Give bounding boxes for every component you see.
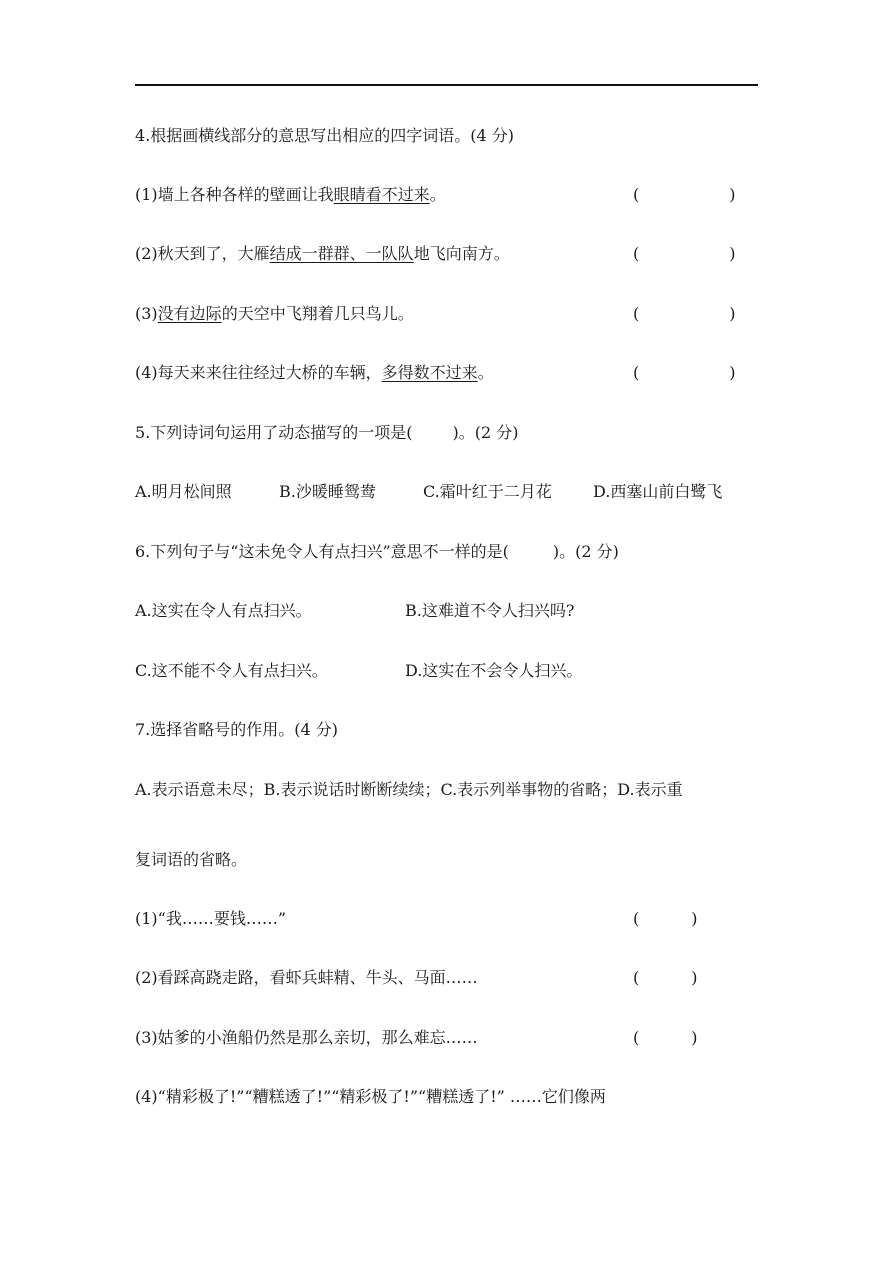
q7-desc-line2: 复词语的省略。 — [135, 850, 248, 869]
q6-title: 6.下列句子与“这未免令人有点扫兴”意思不一样的是( )。(2 分) — [135, 542, 619, 561]
q4-item-4: (4)每天来来往往经过大桥的车辆，多得数不过来。 — [135, 363, 494, 382]
q6-option-d: D.这实在不会令人扫兴。 — [405, 661, 583, 680]
underlined-phrase: 没有边际 — [157, 304, 222, 323]
q4-item-2: (2)秋天到了，大雁结成一群群、一队队地飞向南方。 — [135, 244, 510, 263]
answer-blank[interactable]: ( ) — [633, 304, 736, 323]
q5-option-b: B.沙暖睡鸳鸯 — [279, 482, 376, 501]
q6-option-b: B.这难道不令人扫兴吗? — [405, 601, 575, 620]
answer-blank[interactable]: ( ) — [633, 1028, 698, 1047]
header-rule — [135, 84, 758, 86]
q7-item-2: (2)看踩高跷走路，看虾兵蚌精、牛头、马面…… — [135, 968, 478, 987]
answer-blank[interactable]: ( ) — [633, 244, 736, 263]
q4-item-1: (1)墙上各种各样的壁画让我眼睛看不过来。 — [135, 185, 446, 204]
q5-option-d: D.西塞山前白鹭飞 — [593, 482, 723, 501]
q7-title: 7.选择省略号的作用。(4 分) — [135, 720, 339, 739]
q4-item-3: (3)没有边际的天空中飞翔着几只鸟儿。 — [135, 304, 414, 323]
q6-option-c: C.这不能不令人有点扫兴。 — [135, 661, 328, 680]
q7-item-4: (4)“精彩极了!”“糟糕透了!”“精彩极了!”“糟糕透了!” ……它们像两 — [135, 1087, 606, 1106]
answer-blank[interactable]: ( ) — [633, 968, 698, 987]
q4-title: 4.根据画横线部分的意思写出相应的四字词语。(4 分) — [135, 126, 515, 145]
answer-blank[interactable]: ( ) — [633, 185, 736, 204]
q6-option-a: A.这实在令人有点扫兴。 — [135, 601, 312, 620]
underlined-phrase: 结成一群群、一队队 — [269, 244, 414, 263]
underlined-phrase: 眼睛看不过来 — [333, 185, 430, 204]
q5-option-a: A.明月松间照 — [135, 482, 232, 501]
q5-title: 5.下列诗词句运用了动态描写的一项是( )。(2 分) — [135, 423, 519, 442]
q5-option-c: C.霜叶红于二月花 — [423, 482, 552, 501]
q7-item-1: (1)“我……要钱……” — [135, 909, 287, 928]
answer-blank[interactable]: ( ) — [633, 363, 736, 382]
underlined-phrase: 多得数不过来 — [381, 363, 478, 382]
answer-blank[interactable]: ( ) — [633, 909, 698, 928]
q7-item-3: (3)姑爹的小渔船仍然是那么亲切，那么难忘…… — [135, 1028, 478, 1047]
q7-desc-line1: A.表示语意未尽；B.表示说话时断断续续；C.表示列举事物的省略；D.表示重 — [135, 780, 683, 799]
